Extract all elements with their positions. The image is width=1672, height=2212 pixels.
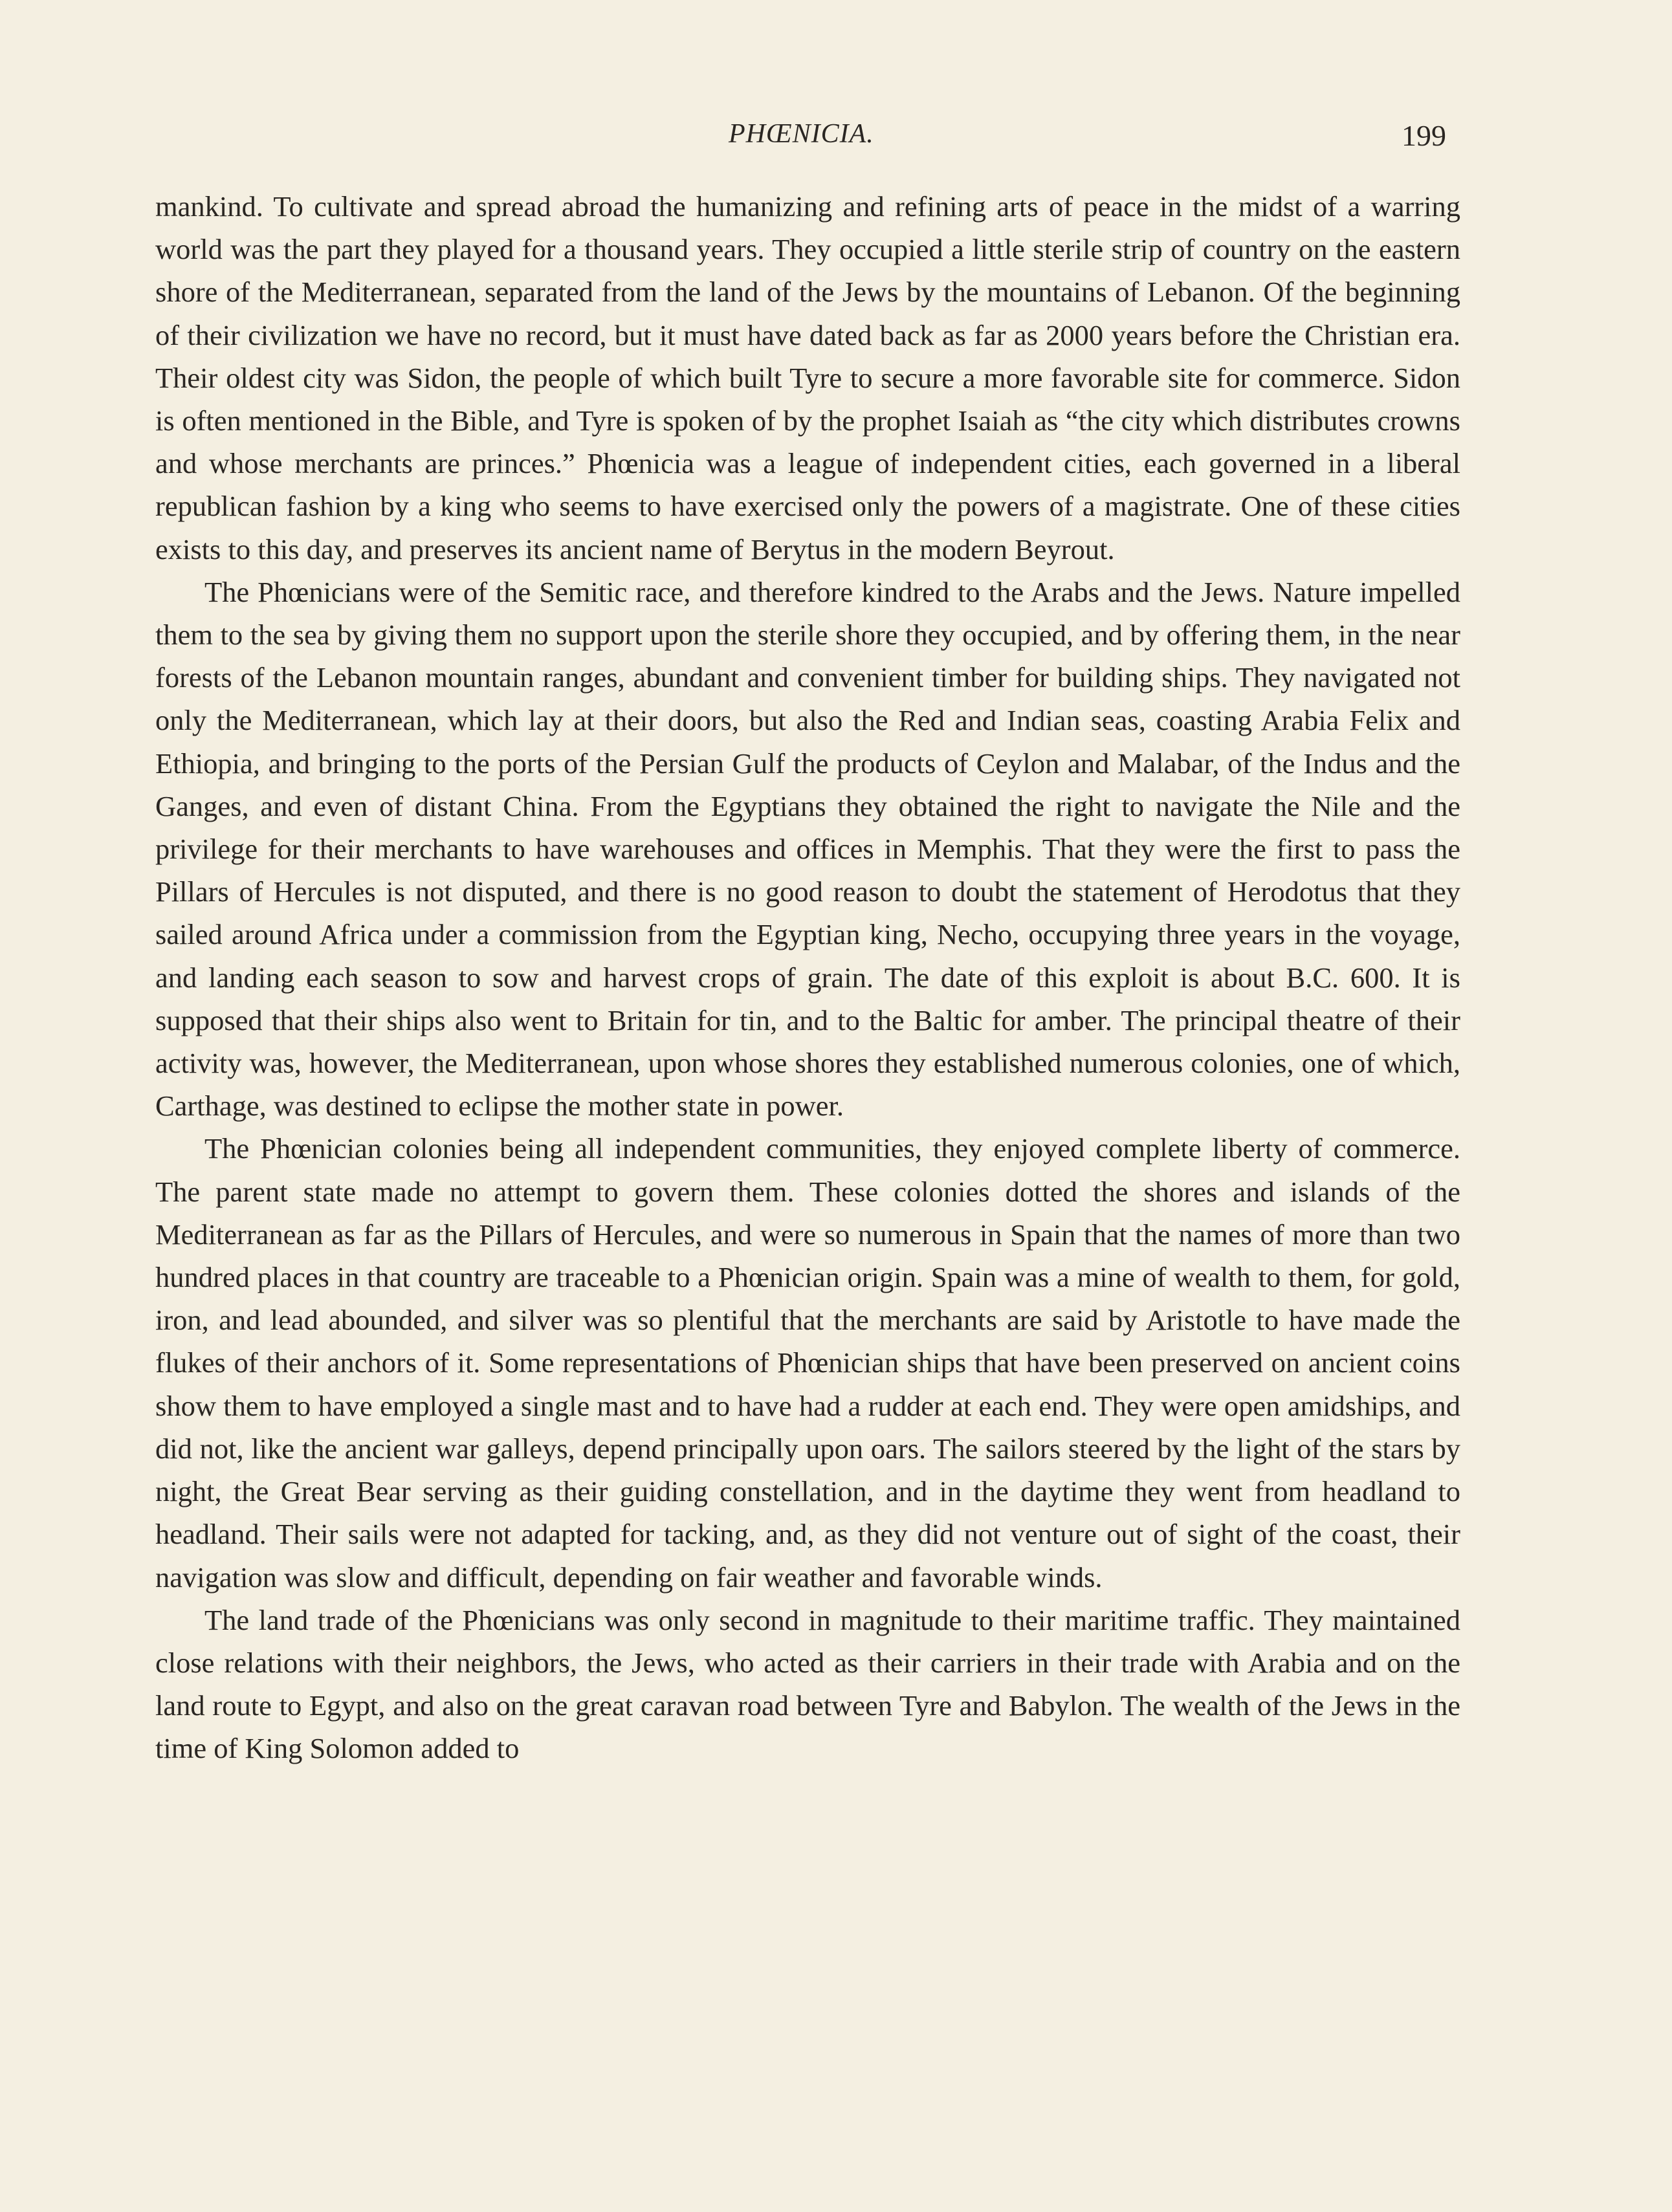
body-text (155, 185, 1460, 1770)
paragraph-4: The land trade of the Phœnicians was only second in magnitude to their maritime traffic. They maintained close relations with their neighbors, the Jews, who acted as their carriers in their trade with Arabia and on the land route to Egypt, and also on the great caravan road between Tyre and Babylon. The wealth of the Jews in the time of King Solomon added to (155, 1603, 1460, 1765)
page-number: 199 (1402, 119, 1446, 152)
paragraph-1: mankind. To cultivate and spread abroad the humanizing and refining arts of peace in the midst of a warring world was the part they played for a thousand years. They occupied a little sterile strip of country on the eastern shore of the Mediterranean, separated from the land of the Jews by the mountains of Lebanon. Of the beginning of their civilization we have no record, but it must have dated back as far as 2000 years before the Christian era. Their oldest city was Sidon, the people of which built Tyre to secure a more favorable site for commerce. Sidon is often mentioned in the Bible, and Tyre is spoken of by the prophet Isaiah as “the city which distributes crowns and whose merchants are princes.” Phœnicia was a league of independent cities, each governed in a liberal republican fashion by a king who seems to have exercised only the powers of a magistrate. One of these cities exists to this day, and preserves its ancient name of Berytus in the modern Beyrout. (155, 190, 1460, 565)
paragraph-3: The Phœnician colonies being all independent communities, they enjoyed complete liberty of commerce. The parent state made no attempt to govern them. These colonies dotted the shores and islands of the Mediterranean as far as the Pillars of Hercules, and were so numerous in Spain that the names of more than two hundred places in that country are traceable to a Phœnician origin. Spain was a mine of wealth to them, for gold, iron, and lead abounded, and silver was so plentiful that the merchants are said by Aristotle to have made the flukes of their anchors of it. Some representations of Phœnician ships that have been preserved on ancient coins show them to have employed a single mast and to have had a rudder at each end. They were open amidships, and did not, like the ancient war galleys, depend principally upon oars. The sailors steered by the light of the stars by night, the Great Bear serving as their guiding constellation, and in the daytime they went from headland to headland. Their sails were not adapted for tacking, and, as they did not venture out of sight of the coast, their navigation was slow and difficult, depending on fair weather and favorable winds. (155, 1132, 1460, 1593)
running-head: PHŒNICIA. (729, 119, 874, 149)
paragraph-2: The Phœnicians were of the Semitic race, and therefore kindred to the Arabs and the Jews. Nature impelled them to the sea by giving them no support upon the sterile shore they occupied, and by offering them, in the near forests of the Lebanon mountain ranges, abundant and convenient timber for building ships. They navigated not only the Mediterranean, which lay at their doors, but also the Red and Indian seas, coasting Arabia Felix and Ethiopia, and bringing to the ports of the Persian Gulf the products of Ceylon and Malabar, of the Indus and the Ganges, and even of distant China. From the Egyptians they obtained the right to navigate the Nile and the privilege for their merchants to have warehouses and offices in Memphis. That they were the first to pass the Pillars of Hercules is not disputed, and there is no good reason to doubt the statement of Herodotus that they sailed around Africa under a commission from the Egyptian king, Necho, occupying three years in the voyage, and landing each season to sow and harvest crops of grain. The date of this exploit is about B.C. 600. It is supposed that their ships also went to Britain for tin, and to the Baltic for amber. The principal theatre of their activity was, however, the Mediterranean, upon whose shores they established numerous colonies, one of which, Carthage, was destined to eclipse the mother state in power. (155, 575, 1460, 1122)
